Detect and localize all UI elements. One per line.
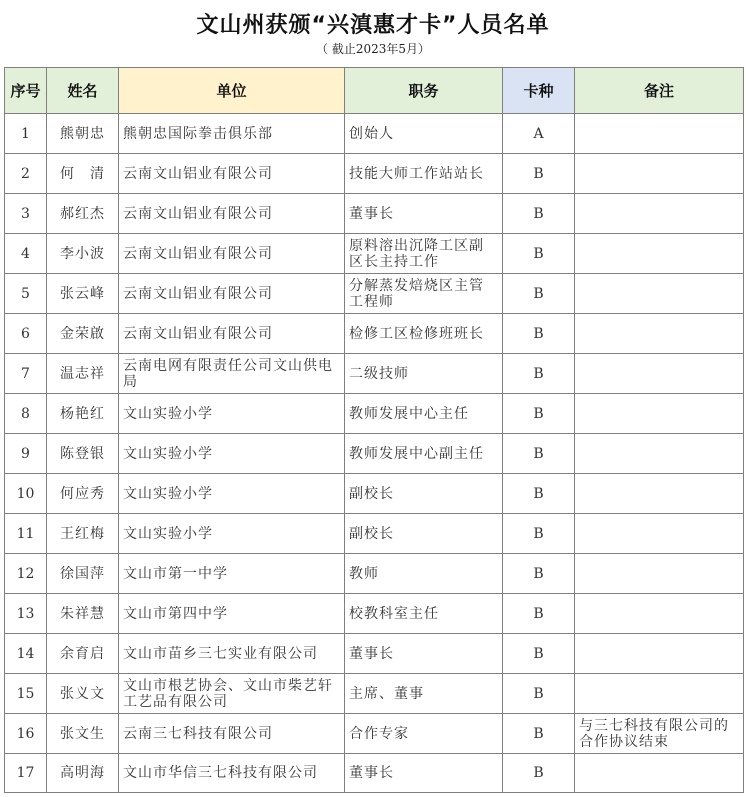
cell-name[interactable]: 何 清 [47, 154, 119, 194]
cell-name[interactable]: 杨艳红 [47, 394, 119, 434]
cell-note[interactable] [575, 554, 744, 594]
table-row [5, 754, 744, 793]
cell-name[interactable]: 张云峰 [47, 274, 119, 314]
cell-note[interactable] [575, 114, 744, 154]
table-row [5, 234, 744, 274]
cell-card[interactable]: B [503, 514, 575, 554]
cell-title[interactable]: 二级技师 [345, 354, 503, 394]
cell-note[interactable] [575, 754, 744, 793]
table-row [5, 554, 744, 594]
header-title[interactable]: 职务 [345, 68, 503, 114]
table-row [5, 314, 744, 354]
cell-note[interactable] [575, 394, 744, 434]
cell-no[interactable]: 17 [5, 754, 47, 793]
cell-name[interactable]: 张义文 [47, 674, 119, 714]
table-row [5, 154, 744, 194]
cell-note[interactable] [575, 234, 744, 274]
cell-no[interactable]: 7 [5, 354, 47, 394]
cell-unit[interactable]: 文山实验小学 [119, 394, 345, 434]
table-row [5, 474, 744, 514]
cell-title[interactable]: 教师发展中心副主任 [345, 434, 503, 474]
cell-name[interactable]: 温志祥 [47, 354, 119, 394]
cell-note[interactable] [575, 594, 744, 634]
header-note[interactable]: 备注 [575, 68, 744, 114]
cell-unit[interactable]: 云南文山铝业有限公司 [119, 274, 345, 314]
cell-title[interactable]: 分解蒸发焙烧区主管工程师 [345, 274, 503, 314]
cell-note[interactable] [575, 154, 744, 194]
cell-title[interactable]: 检修工区检修班班长 [345, 314, 503, 354]
cell-card[interactable]: B [503, 394, 575, 434]
table-row [5, 114, 744, 154]
cell-note[interactable]: 与三七科技有限公司的合作协议结束 [575, 714, 744, 754]
cell-card[interactable]: B [503, 674, 575, 714]
cell-unit[interactable]: 文山市根艺协会、文山市柴艺轩工艺品有限公司 [119, 674, 345, 714]
cell-unit[interactable]: 文山实验小学 [119, 514, 345, 554]
cell-card[interactable]: B [503, 594, 575, 634]
cell-title[interactable]: 主席、董事 [345, 674, 503, 714]
cell-card[interactable]: B [503, 314, 575, 354]
cell-unit[interactable]: 云南文山铝业有限公司 [119, 234, 345, 274]
table-row [5, 514, 744, 554]
cell-card[interactable]: B [503, 354, 575, 394]
document-subtitle: （ 截止2023年5月） [316, 42, 430, 56]
table-row [5, 594, 744, 634]
cell-no[interactable]: 1 [5, 114, 47, 154]
cell-card[interactable]: A [503, 114, 575, 154]
cell-name[interactable]: 王红梅 [47, 514, 119, 554]
cell-no[interactable]: 9 [5, 434, 47, 474]
cell-unit[interactable]: 云南文山铝业有限公司 [119, 194, 345, 234]
table-row [5, 274, 744, 314]
table-row [5, 674, 744, 714]
roster-table [4, 67, 744, 793]
cell-note[interactable] [575, 514, 744, 554]
cell-name[interactable]: 张文生 [47, 714, 119, 754]
cell-unit[interactable]: 云南三七科技有限公司 [119, 714, 345, 754]
cell-title[interactable]: 创始人 [345, 114, 503, 154]
cell-note[interactable] [575, 194, 744, 234]
cell-title[interactable]: 原料溶出沉降工区副区长主持工作 [345, 234, 503, 274]
header-card[interactable]: 卡种 [503, 68, 575, 114]
cell-note[interactable] [575, 314, 744, 354]
cell-title[interactable]: 校教科室主任 [345, 594, 503, 634]
cell-title[interactable]: 合作专家 [345, 714, 503, 754]
cell-title[interactable]: 技能大师工作站站长 [345, 154, 503, 194]
cell-unit[interactable]: 熊朝忠国际拳击俱乐部 [119, 114, 345, 154]
table-row [5, 194, 744, 234]
cell-no[interactable]: 16 [5, 714, 47, 754]
cell-no[interactable]: 2 [5, 154, 47, 194]
cell-name[interactable]: 李小波 [47, 234, 119, 274]
cell-note[interactable] [575, 674, 744, 714]
cell-card[interactable]: B [503, 754, 575, 793]
cell-unit[interactable]: 云南文山铝业有限公司 [119, 154, 345, 194]
cell-no[interactable]: 6 [5, 314, 47, 354]
cell-note[interactable] [575, 354, 744, 394]
cell-card[interactable]: B [503, 554, 575, 594]
cell-no[interactable]: 14 [5, 634, 47, 674]
table-row [5, 434, 744, 474]
header-unit[interactable]: 单位 [119, 68, 345, 114]
cell-card[interactable]: B [503, 194, 575, 234]
cell-title[interactable]: 副校长 [345, 474, 503, 514]
cell-unit[interactable]: 文山市第四中学 [119, 594, 345, 634]
cell-name[interactable]: 陈登银 [47, 434, 119, 474]
cell-name[interactable]: 金荣啟 [47, 314, 119, 354]
table-header-row [5, 68, 744, 114]
table-row [5, 354, 744, 394]
cell-no[interactable]: 4 [5, 234, 47, 274]
cell-name[interactable]: 余育启 [47, 634, 119, 674]
cell-no[interactable]: 8 [5, 394, 47, 434]
cell-unit[interactable]: 文山市第一中学 [119, 554, 345, 594]
cell-note[interactable] [575, 274, 744, 314]
cell-note[interactable] [575, 634, 744, 674]
cell-unit[interactable]: 文山市华信三七科技有限公司 [119, 754, 345, 793]
table-row [5, 714, 744, 754]
cell-card[interactable]: B [503, 434, 575, 474]
cell-note[interactable] [575, 434, 744, 474]
cell-card[interactable]: B [503, 714, 575, 754]
cell-title[interactable]: 董事长 [345, 754, 503, 793]
cell-name[interactable]: 熊朝忠 [47, 114, 119, 154]
cell-unit[interactable]: 云南文山铝业有限公司 [119, 314, 345, 354]
cell-card[interactable]: B [503, 154, 575, 194]
cell-unit[interactable]: 文山实验小学 [119, 474, 345, 514]
document-title: 文山州获颁“兴滇惠才卡”人员名单 [196, 13, 550, 38]
cell-card[interactable]: B [503, 274, 575, 314]
cell-name[interactable]: 高明海 [47, 754, 119, 793]
cell-no[interactable]: 13 [5, 594, 47, 634]
cell-note[interactable] [575, 474, 744, 514]
cell-name[interactable]: 徐国萍 [47, 554, 119, 594]
cell-title[interactable]: 教师发展中心主任 [345, 394, 503, 434]
cell-name[interactable]: 何应秀 [47, 474, 119, 514]
cell-no[interactable]: 5 [5, 274, 47, 314]
cell-no[interactable]: 15 [5, 674, 47, 714]
cell-unit[interactable]: 文山市苗乡三七实业有限公司 [119, 634, 345, 674]
cell-no[interactable]: 11 [5, 514, 47, 554]
cell-card[interactable]: B [503, 234, 575, 274]
cell-title[interactable]: 副校长 [345, 514, 503, 554]
cell-name[interactable]: 朱祥慧 [47, 594, 119, 634]
cell-name[interactable]: 郝红杰 [47, 194, 119, 234]
cell-title[interactable]: 董事长 [345, 194, 503, 234]
cell-card[interactable]: B [503, 634, 575, 674]
cell-unit[interactable]: 文山实验小学 [119, 434, 345, 474]
table-row [5, 634, 744, 674]
header-no[interactable]: 序号 [5, 68, 47, 114]
cell-unit[interactable]: 云南电网有限责任公司文山供电局 [119, 354, 345, 394]
table-row [5, 394, 744, 434]
cell-card[interactable]: B [503, 474, 575, 514]
header-name[interactable]: 姓名 [47, 68, 119, 114]
cell-no[interactable]: 12 [5, 554, 47, 594]
cell-title[interactable]: 教师 [345, 554, 503, 594]
cell-title[interactable]: 董事长 [345, 634, 503, 674]
cell-no[interactable]: 3 [5, 194, 47, 234]
cell-no[interactable]: 10 [5, 474, 47, 514]
